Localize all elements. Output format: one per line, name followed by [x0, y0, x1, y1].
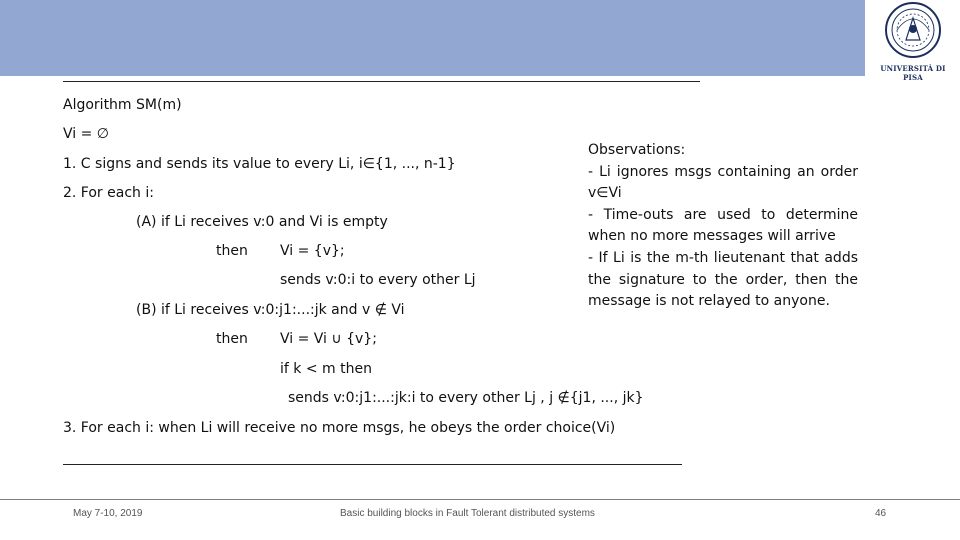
bottom-rule	[63, 464, 682, 465]
observation-item: - Li ignores msgs containing an order v∈Vi	[588, 163, 858, 202]
algorithm-title: Algorithm SM(m)	[63, 97, 182, 113]
case-a-then: then	[216, 243, 248, 259]
observations-title: Observations:	[588, 142, 686, 158]
observation-item: - If Li is the m-th lieutenant that adds the signature to the order, then the message is not relayed to anyone.	[588, 249, 858, 310]
case-b-action-3: sends v:0:j1:...:jk:i to every other Lj , j ∉{j1, ..., jk}	[288, 390, 644, 406]
observations-box	[588, 140, 858, 313]
step-2: 2. For each i:	[63, 185, 154, 201]
university-logo	[873, 0, 953, 82]
step-1: 1. C signs and sends its value to every Li, i∈{1, ..., n-1}	[63, 156, 456, 172]
case-b: (B) if Li receives v:0:j1:...:jk and v ∉ Vi	[136, 302, 405, 318]
footer-date: May 7-10, 2019	[73, 508, 143, 519]
logo-label: UNIVERSITÀ DI PISA	[880, 64, 946, 82]
page-number: 46	[875, 508, 887, 519]
step-3: 3. For each i: when Li will receive no more msgs, he obeys the order choice(Vi)	[63, 420, 616, 436]
footer-title: Basic building blocks in Fault Tolerant distributed systems	[340, 508, 595, 519]
seal-icon	[873, 0, 953, 64]
footer-divider	[0, 499, 960, 500]
header-band	[0, 0, 865, 76]
case-b-action-2: if k < m then	[280, 361, 372, 377]
init-line: Vi = ∅	[63, 126, 109, 142]
case-a-action-2: sends v:0:i to every other Lj	[280, 272, 476, 288]
case-a: (A) if Li receives v:0 and Vi is empty	[136, 214, 388, 230]
case-a-action-1: Vi = {v};	[280, 243, 345, 259]
top-rule	[63, 81, 700, 82]
case-b-action-1: Vi = Vi ∪ {v};	[280, 331, 377, 347]
observation-item: - Time-outs are used to determine when no more messages will arrive	[588, 206, 858, 245]
case-b-then: then	[216, 331, 248, 347]
